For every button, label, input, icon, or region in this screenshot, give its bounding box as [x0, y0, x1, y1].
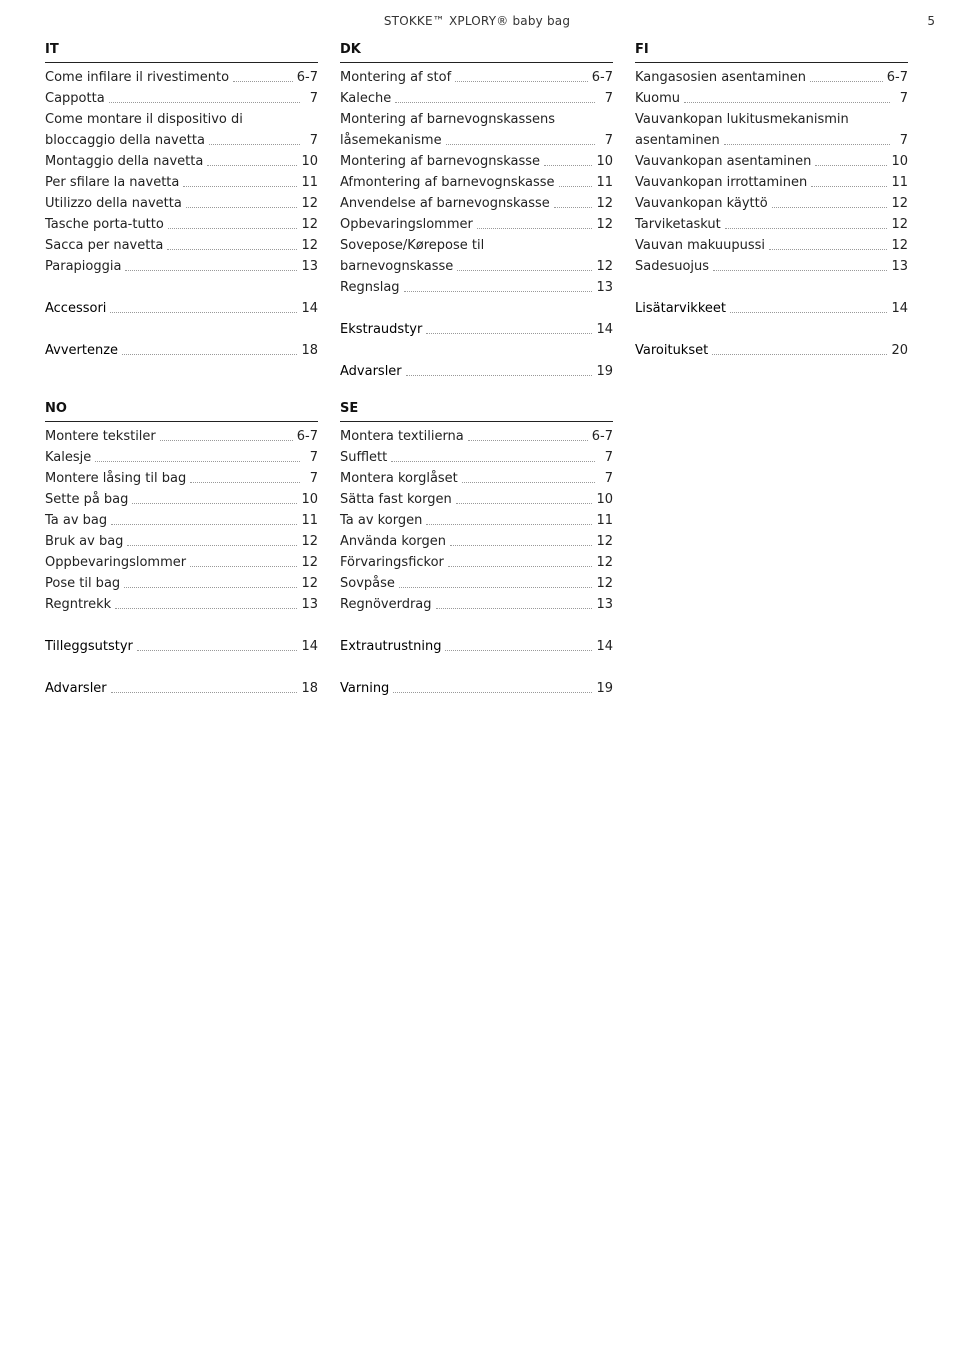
dot-leader: [448, 566, 593, 567]
toc-entry[interactable]: [340, 447, 613, 468]
dot-leader: [132, 503, 297, 504]
dot-leader: [110, 312, 297, 313]
toc-entry[interactable]: [635, 151, 908, 172]
toc-entry-label: Tasche porta-tutto: [45, 217, 164, 232]
toc-entry-page: 6-7: [591, 70, 613, 85]
toc-entry[interactable]: [45, 235, 318, 256]
toc-entry-label-line: Come montare il dispositivo di: [45, 112, 243, 127]
toc-entry-page: 13: [301, 597, 318, 612]
section-code: IT: [45, 40, 318, 63]
dot-leader: [815, 165, 887, 166]
toc-entry[interactable]: [635, 88, 908, 109]
toc-entry-page: 6-7: [886, 70, 908, 85]
toc-entry-page: 12: [301, 534, 318, 549]
toc-entry-label: Vauvankopan käyttö: [635, 196, 768, 211]
toc-entry-page: 12: [301, 555, 318, 570]
dot-leader: [724, 144, 890, 145]
toc-entry-label: Sufflett: [340, 450, 388, 465]
toc-entry-page: 11: [301, 513, 318, 528]
dot-leader: [95, 461, 300, 462]
toc-entry-page: 14: [301, 301, 318, 316]
toc-entry-label: Tilleggsutstyr: [45, 639, 133, 654]
dot-leader: [127, 545, 297, 546]
toc-entry-label: Advarsler: [45, 681, 107, 696]
toc-entry-page: 7: [899, 91, 908, 106]
toc-entry-label: Montere låsing til bag: [45, 471, 187, 486]
dot-leader: [207, 165, 297, 166]
toc-entry-label: Lisätarvikkeet: [635, 301, 726, 316]
toc-entry-page: 7: [604, 133, 613, 148]
toc-entry[interactable]: [45, 426, 318, 447]
toc-entry-label: Montering af barnevognskasse: [340, 154, 541, 169]
toc-entry-page: 12: [301, 576, 318, 591]
toc-entry-page: 10: [891, 154, 908, 169]
toc-entry[interactable]: [340, 426, 613, 447]
dot-leader: [404, 291, 593, 292]
toc-entry-page: 10: [301, 492, 318, 507]
toc-entry-page: 11: [596, 175, 613, 190]
toc-entry-page: 12: [596, 196, 613, 211]
toc-entry-label: Oppbevaringslommer: [45, 555, 187, 570]
toc-entry-label: Vauvankopan irrottaminen: [635, 175, 808, 190]
toc-entry-label: Parapioggia: [45, 259, 122, 274]
toc-entry-label: Sadesuojus: [635, 259, 710, 274]
toc-entry[interactable]: [340, 277, 613, 298]
toc-entry[interactable]: [45, 468, 318, 489]
toc-entry-page: 14: [596, 322, 613, 337]
toc-entry-page: 14: [891, 301, 908, 316]
toc-entry-label: Kangasosien asentaminen: [635, 70, 806, 85]
toc-entry[interactable]: [340, 88, 613, 109]
dot-leader: [190, 566, 297, 567]
toc-entry[interactable]: [45, 636, 318, 657]
toc-entry-label: Cappotta: [45, 91, 105, 106]
toc-entry-page: 7: [604, 471, 613, 486]
toc-entry[interactable]: [340, 489, 613, 510]
section-code: SE: [340, 399, 613, 422]
toc-entry[interactable]: [45, 531, 318, 552]
toc-entry-label: Per sfilare la navetta: [45, 175, 180, 190]
toc-entry[interactable]: [340, 552, 613, 573]
toc-entry[interactable]: [45, 594, 318, 615]
toc-entry-label: Accessori: [45, 301, 107, 316]
toc-entry-label: Varning: [340, 681, 390, 696]
dot-leader: [468, 440, 588, 441]
toc-entry-label: Kalesje: [45, 450, 92, 465]
toc-entry-label: Sätta fast korgen: [340, 492, 452, 507]
dot-leader: [122, 354, 297, 355]
toc-entry-label: Vauvankopan asentaminen: [635, 154, 812, 169]
dot-leader: [209, 144, 300, 145]
toc-entry-label: Bruk av bag: [45, 534, 124, 549]
toc-entry[interactable]: [45, 214, 318, 235]
toc-entry[interactable]: [45, 151, 318, 172]
toc-entry-page: 13: [596, 597, 613, 612]
dot-leader: [183, 186, 297, 187]
dot-leader: [725, 228, 888, 229]
section-code: FI: [635, 40, 908, 63]
dot-leader: [426, 524, 592, 525]
toc-entry-label: Kuomu: [635, 91, 680, 106]
toc-entry[interactable]: [45, 340, 318, 361]
toc-entry-page: 10: [301, 154, 318, 169]
toc-entry[interactable]: [635, 67, 908, 88]
toc-entry[interactable]: [45, 298, 318, 319]
toc-entry[interactable]: [340, 573, 613, 594]
toc-entry[interactable]: [45, 256, 318, 277]
toc-entry[interactable]: [340, 361, 613, 382]
toc-entry-label: bloccaggio della navetta: [45, 133, 205, 148]
toc-entry-label: Använda korgen: [340, 534, 447, 549]
toc-entry-page: 14: [301, 639, 318, 654]
dot-leader: [391, 461, 595, 462]
toc-entry-page: 14: [596, 639, 613, 654]
section-code: NO: [45, 399, 318, 422]
toc-entry-page: 18: [301, 343, 318, 358]
toc-entry-page: 12: [596, 259, 613, 274]
dot-leader: [446, 144, 595, 145]
toc-entry[interactable]: [45, 489, 318, 510]
toc-entry-page: 6-7: [296, 70, 318, 85]
dot-leader: [393, 692, 592, 693]
toc-entry-page: 18: [301, 681, 318, 696]
toc-entry[interactable]: [340, 468, 613, 489]
dot-leader: [456, 503, 593, 504]
dot-leader: [406, 375, 593, 376]
toc-entry-label: Extrautrustning: [340, 639, 442, 654]
toc-entry-label: Sacca per navetta: [45, 238, 164, 253]
dot-leader: [233, 81, 293, 82]
dot-leader: [436, 608, 593, 609]
toc-entry-page: 7: [309, 450, 318, 465]
toc-entry-label: Montere tekstiler: [45, 429, 156, 444]
toc-entry-label: Ekstraudstyr: [340, 322, 423, 337]
toc-entry-page: 19: [596, 681, 613, 696]
dot-leader: [124, 587, 297, 588]
toc-section-it: [45, 40, 318, 361]
dot-leader: [125, 270, 297, 271]
toc-entry[interactable]: [45, 130, 318, 151]
toc-entry-label: Montering af stof: [340, 70, 452, 85]
toc-entry-page: 10: [596, 154, 613, 169]
toc-entry[interactable]: [340, 172, 613, 193]
toc-entry-page: 12: [596, 534, 613, 549]
toc-entry-label: Utilizzo della navetta: [45, 196, 182, 211]
toc-entry-label: Montera textilierna: [340, 429, 464, 444]
toc-entry[interactable]: [635, 235, 908, 256]
toc-entry-page: 7: [604, 450, 613, 465]
toc-entry[interactable]: [340, 151, 613, 172]
dot-leader: [426, 333, 592, 334]
dot-leader: [713, 270, 887, 271]
toc-entry-label: Montaggio della navetta: [45, 154, 204, 169]
toc-entry-page: 19: [596, 364, 613, 379]
dot-leader: [137, 650, 298, 651]
toc-entry-page: 11: [891, 175, 908, 190]
toc-entry[interactable]: [340, 256, 613, 277]
toc-entry[interactable]: [340, 678, 613, 699]
toc-entry-page: 12: [596, 217, 613, 232]
toc-entry-page: 13: [301, 259, 318, 274]
dot-leader: [399, 587, 593, 588]
toc-entry[interactable]: [340, 531, 613, 552]
toc-entry-label: barnevognskasse: [340, 259, 454, 274]
toc-entry-label: Sovpåse: [340, 576, 395, 591]
toc-entry-page: 11: [301, 175, 318, 190]
dot-leader: [811, 186, 887, 187]
toc-entry-page: 12: [891, 196, 908, 211]
dot-leader: [462, 482, 595, 483]
toc-entry[interactable]: [340, 214, 613, 235]
toc-entry[interactable]: [45, 573, 318, 594]
toc-entry-label: Varoitukset: [635, 343, 709, 358]
dot-leader: [111, 692, 298, 693]
toc-entry[interactable]: [45, 67, 318, 88]
toc-entry-page: 20: [891, 343, 908, 358]
dot-leader: [810, 81, 883, 82]
toc-entry-label: Ta av bag: [45, 513, 108, 528]
toc-entry-page: 12: [301, 238, 318, 253]
toc-entry[interactable]: [45, 447, 318, 468]
toc-entry[interactable]: [45, 172, 318, 193]
toc-entry[interactable]: [635, 340, 908, 361]
toc-section-fi: [635, 40, 908, 361]
toc-entry-page: 7: [899, 133, 908, 148]
toc-entry-label: Advarsler: [340, 364, 402, 379]
toc-entry-label: Förvaringsfickor: [340, 555, 444, 570]
toc-entry-label-line: Vauvankopan lukitusmekanismin: [635, 112, 849, 127]
toc-entry[interactable]: [45, 678, 318, 699]
dot-leader: [544, 165, 592, 166]
toc-entry[interactable]: [340, 319, 613, 340]
toc-entry-page: 6-7: [591, 429, 613, 444]
toc-entry-label: Afmontering af barnevognskasse: [340, 175, 555, 190]
toc-entry-label: Regnöverdrag: [340, 597, 432, 612]
toc-entry-page: 13: [891, 259, 908, 274]
toc-entry-label: låsemekanisme: [340, 133, 442, 148]
dot-leader: [769, 249, 887, 250]
dot-leader: [772, 207, 888, 208]
dot-leader: [477, 228, 593, 229]
toc-entry-page: 7: [309, 133, 318, 148]
dot-leader: [167, 249, 297, 250]
toc-entry[interactable]: [635, 214, 908, 235]
toc-entry[interactable]: [635, 172, 908, 193]
toc-entry-page: 12: [596, 576, 613, 591]
toc-entry-page: 7: [309, 91, 318, 106]
toc-entry-label: Sette på bag: [45, 492, 129, 507]
toc-entry-label-line: Sovepose/Kørepose til: [340, 238, 485, 253]
toc-entry-label: Pose til bag: [45, 576, 121, 591]
dot-leader: [111, 524, 297, 525]
toc-section-no: [45, 399, 318, 699]
toc-entry-page: 12: [301, 217, 318, 232]
dot-leader: [395, 102, 595, 103]
toc-entry[interactable]: [635, 193, 908, 214]
toc-entry[interactable]: [45, 88, 318, 109]
toc-section-se: [340, 399, 613, 699]
toc-entry[interactable]: [340, 636, 613, 657]
toc-entry[interactable]: [340, 130, 613, 151]
toc-entry-page: 13: [596, 280, 613, 295]
toc-entry-label: Kaleche: [340, 91, 392, 106]
toc-entry[interactable]: [635, 130, 908, 151]
dot-leader: [160, 440, 293, 441]
toc-entry-page: 6-7: [296, 429, 318, 444]
dot-leader: [730, 312, 887, 313]
toc-entry[interactable]: [340, 67, 613, 88]
toc-entry-page: 12: [891, 217, 908, 232]
toc-entry[interactable]: [635, 256, 908, 277]
toc-entry[interactable]: [340, 594, 613, 615]
toc-entry-page: 10: [596, 492, 613, 507]
toc-entry-label: Anvendelse af barnevognskasse: [340, 196, 550, 211]
toc-entry-label: Ta av korgen: [340, 513, 423, 528]
dot-leader: [455, 81, 588, 82]
toc-entry-label-line: Montering af barnevognskassens: [340, 112, 556, 127]
toc-entry-page: 12: [301, 196, 318, 211]
dot-leader: [559, 186, 593, 187]
toc-entry-label: Montera korglåset: [340, 471, 458, 486]
page-number: 5: [927, 14, 935, 28]
toc-entry-label: Vauvan makuupussi: [635, 238, 766, 253]
toc-entry-page: 7: [604, 91, 613, 106]
dot-leader: [684, 102, 890, 103]
toc-entry[interactable]: [45, 510, 318, 531]
dot-leader: [457, 270, 592, 271]
section-code: DK: [340, 40, 613, 63]
dot-leader: [190, 482, 300, 483]
document-title: STOKKE™ XPLORY® baby bag: [383, 14, 571, 28]
toc-entry-label: Come infilare il rivestimento: [45, 70, 230, 85]
dot-leader: [450, 545, 592, 546]
toc-entry[interactable]: [340, 193, 613, 214]
dot-leader: [168, 228, 298, 229]
toc-entry[interactable]: [635, 298, 908, 319]
dot-leader: [115, 608, 297, 609]
toc-entry[interactable]: [45, 193, 318, 214]
toc-entry-label: asentaminen: [635, 133, 720, 148]
dot-leader: [712, 354, 887, 355]
toc-entry-page: 7: [309, 471, 318, 486]
toc-entry-label: Tarviketaskut: [635, 217, 721, 232]
toc-entry-page: 11: [596, 513, 613, 528]
toc-entry[interactable]: [45, 552, 318, 573]
dot-leader: [109, 102, 300, 103]
dot-leader: [186, 207, 298, 208]
toc-entry-label: Avvertenze: [45, 343, 119, 358]
toc-entry-page: 12: [596, 555, 613, 570]
toc-entry-label: Regnslag: [340, 280, 400, 295]
dot-leader: [445, 650, 592, 651]
toc-entry-page: 12: [891, 238, 908, 253]
toc-entry-label: Regntrekk: [45, 597, 112, 612]
dot-leader: [554, 207, 593, 208]
toc-entry[interactable]: [340, 510, 613, 531]
toc-section-dk: [340, 40, 613, 382]
toc-entry-label: Opbevaringslommer: [340, 217, 473, 232]
